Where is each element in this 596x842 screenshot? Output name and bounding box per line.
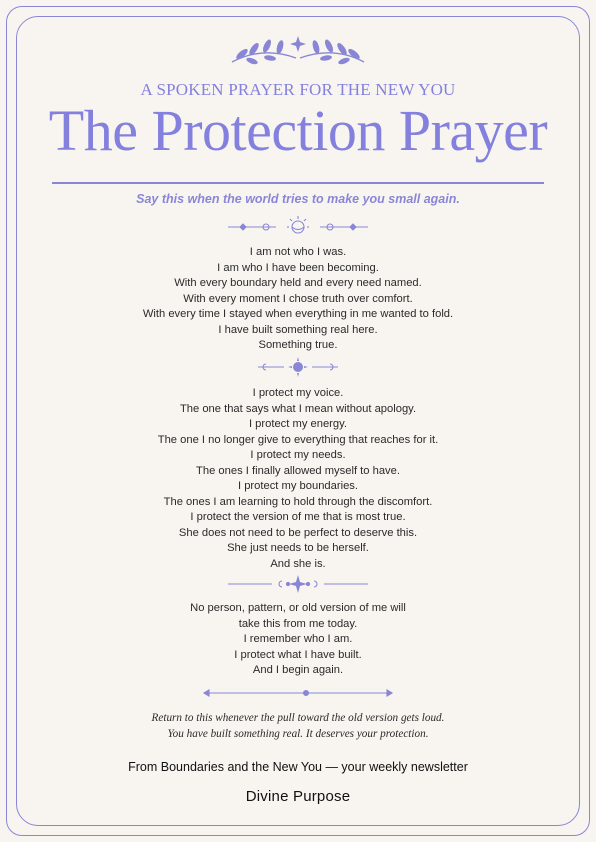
stanza-line: With every moment I chose truth over comfort. <box>183 292 413 305</box>
stanza-line: She does not need to be perfect to deserve this. <box>178 526 418 539</box>
stanza-line: I protect what I have built. <box>234 648 362 661</box>
closing-line: You have built something real. It deserves your protection. <box>167 728 429 740</box>
brand-logo-text: Divine Purpose <box>245 788 351 805</box>
stanza-line: No person, pattern, or old version of me will <box>190 602 406 614</box>
sun-face-divider <box>226 216 370 238</box>
stanza-line: And she is. <box>270 557 326 570</box>
stanza-line: I have built something real here. <box>218 323 378 336</box>
stanza-line: Something true. <box>258 339 338 351</box>
stanza-line: I protect my energy. <box>248 418 348 430</box>
newsletter-credit: From Boundaries and the New You — your weekly newsletter <box>128 760 468 774</box>
stanza-line: I protect my boundaries. <box>237 480 358 492</box>
stanza-line: The one I no longer give to everything that reaches for it. <box>157 433 439 446</box>
stanza-line: I protect my voice. <box>252 387 344 399</box>
stanza-3 <box>0 601 596 679</box>
subtitle: Say this when the world tries to make you small again. <box>136 192 460 206</box>
stanza-line: The ones I am learning to hold through the discomfort. <box>163 495 433 508</box>
stanza-1 <box>0 245 596 354</box>
stanza-line: take this from me today. <box>238 617 358 630</box>
moon-star-divider <box>226 573 370 595</box>
kicker-text: A SPOKEN PRAYER FOR THE NEW YOU <box>140 80 456 99</box>
stanza-line: With every time I stayed when everything in me wanted to fold. <box>142 308 454 320</box>
title-divider <box>52 182 544 184</box>
stanza-line: And I begin again. <box>252 664 344 676</box>
sparkle-icon <box>289 575 307 593</box>
stanza-line: With every boundary held and every need named. <box>174 277 422 289</box>
stanza-line: The one that says what I mean without apology. <box>179 402 417 415</box>
page-title: The Protection Prayer <box>48 98 548 163</box>
sun-face-icon <box>287 216 309 233</box>
stanza-line: I protect the version of me that is most true. <box>190 511 406 523</box>
laurel-sprig-icon <box>222 34 374 68</box>
stanza-line: She just needs to be herself. <box>227 542 369 554</box>
sun-divider <box>256 356 340 378</box>
stanza-2 <box>0 386 596 572</box>
closing-note <box>0 710 596 742</box>
stanza-line: I am who I have been becoming. <box>217 261 379 274</box>
stanza-line: The ones I finally allowed myself to have. <box>196 464 400 477</box>
stanza-line: I protect my needs. <box>250 449 346 461</box>
stanza-line: I am not who I was. <box>249 246 347 258</box>
closing-line: Return to this whenever the pull toward the old version gets loud. <box>151 712 445 724</box>
stanza-line: I remember who I am. <box>243 633 353 645</box>
arrow-divider <box>202 686 394 700</box>
sun-icon <box>288 357 308 377</box>
